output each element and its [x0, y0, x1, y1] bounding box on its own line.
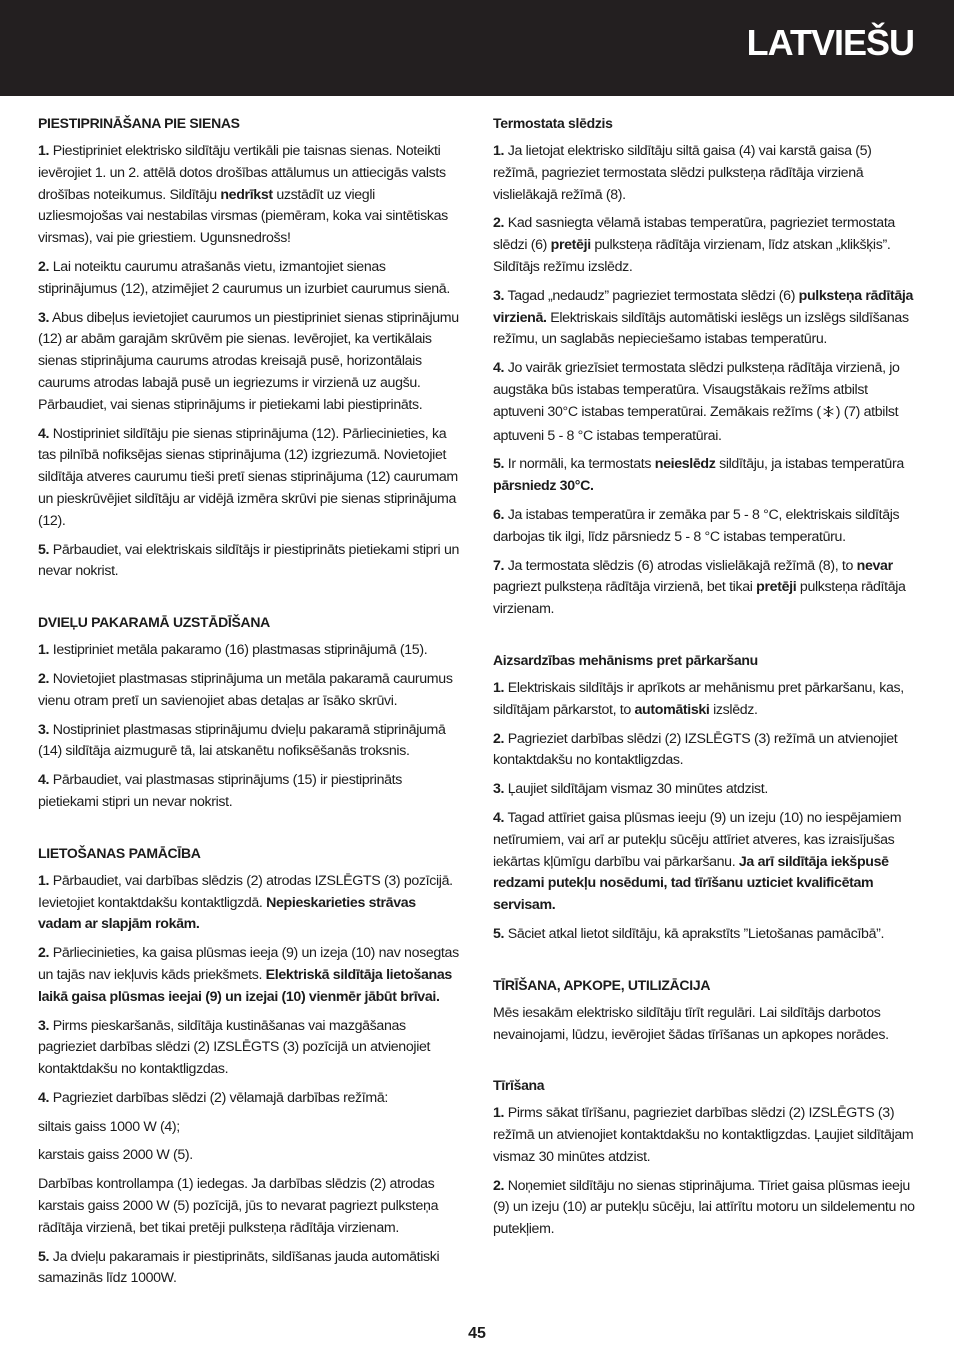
paragraph: 2. Novietojiet plastmasas stiprinājuma un metāla pakaramā caurumus vienu otram pretī un savienojiet abas detaļas ar īsāko skrūvi.: [38, 670, 453, 709]
section-title-towel-holder: DVIEĻU PAKARAMĀ UZSTĀDĪŠANA: [38, 614, 270, 631]
paragraph: 3. Tagad „nedaudz” pagrieziet termostata slēdzi (6) pulksteņa rādītāja virzienā. Elektriskais sildītājs automātiski ieslēgs un izslēgs sildīšanas režīmu, un saglabās nepieciešamo istabas temperatūru.: [493, 287, 914, 348]
left-column: [38, 114, 462, 1297]
right-column: [493, 114, 917, 1248]
paragraph: 4. Nostipriniet sildītāju pie sienas stiprinājuma (12). Pārliecinieties, ka tas pilnībā nofiksējas sienas stiprinājuma (12) izgriezumā. Novietojiet sildītāja atveres caurumu tieši pretī sienas stiprinājuma (12) caurumam un pieskrūvējiet sildītāju ar vidējā izmēra skrūvi pie sienas stiprinājuma (12).: [38, 425, 458, 529]
paragraph: 6. Ja istabas temperatūra ir zemāka par 5 - 8 °C, elektriskais sildītājs darbojas tik ilgi, līdz pārsniedz 5 - 8 °C istabas temperatūru.: [493, 506, 900, 545]
paragraph: 1. Iestipriniet metāla pakaramo (16) plastmasas stiprinājumā (15).: [38, 642, 428, 659]
page-header: [0, 0, 954, 96]
section-title-cleaning: Tīrīšana: [493, 1077, 545, 1094]
page-number: 45: [468, 1325, 486, 1342]
paragraph: 5. Ir normāli, ka termostats neieslēdz sildītāju, ja istabas temperatūra pārsniedz 30°C.: [493, 456, 904, 495]
snowflake-icon: [822, 404, 835, 426]
paragraph: 1. Piestipriniet elektrisko sildītāju vertikāli pie taisnas sienas. Noteikti ievērojiet 1. un 2. attēlā dotos drošības attālumus un attiecigās valsts drošības noteikumus. Sildītāju nedrīkst uzstādīt uz viegli uzliesmojošas vai nestabilas virsmas (piemēram, koka vai sintētiskas virsmas), vai pie griestiem. Ugunsnedrošs!: [38, 143, 448, 247]
paragraph: 2. Pagrieziet darbības slēdzi (2) IZSLĒGTS (3) režīmā un atvienojiet kontaktdakšu no kontaktligzdas.: [493, 730, 898, 769]
paragraph: 1. Ja lietojat elektrisko sildītāju siltā gaisa (4) vai karstā gaisa (5) režīmā, pagrieziet termostata slēdzi pulksteņa rādītāja virzienā vislielākajā režīmā (8).: [493, 143, 872, 203]
section-title-cleaning-maintenance: TĪRĪŠANA, APKOPE, UTILIZĀCIJA: [493, 976, 711, 993]
paragraph: 1. Pārbaudiet, vai darbības slēdzis (2) atrodas IZSLĒGTS (3) pozīcijā. Ievietojiet kontaktdakšu kontaktligzdā. Nepieskarieties strāvas vadam ar slapjām rokām.: [38, 872, 453, 933]
paragraph: 3. Ļaujiet sildītājam vismaz 30 minūtes atdzist.: [493, 781, 768, 798]
section-title-usage: LIETOŠANAS PAMĀCĪBA: [38, 844, 201, 861]
paragraph: 3. Pirms pieskaršanās, sildītāja kustināšanas vai mazgāšanas pagrieziet darbības slēdzi (2) IZSLĒGTS (3) pozīcijā un atvienojiet kontaktdakšu no kontaktligzdas.: [38, 1017, 431, 1078]
paragraph: 2. Lai noteiktu caurumu atrašanās vietu, izmantojiet sienas stiprinājumus (12), atzimējiet 2 caurumus un izurbiet caurumus sienā.: [38, 258, 450, 297]
paragraph: 1. Pirms sākat tīrīšanu, pagrieziet darbības slēdzi (2) IZSLĒGTS (3) režīmā un atvienojiet kontaktdakšu no kontaktligzdas. Ļaujiet sildītājam vismaz 30 minūtes atdzist.: [493, 1105, 914, 1165]
paragraph: 4. Pagrieziet darbības slēdzi (2) vēlamajā darbības režīmā:: [38, 1089, 388, 1106]
paragraph: 4. Tagad attīriet gaisa plūsmas ieeju (9) un izeju (10) no iespējamiem netīrumiem, vai arī ar putekļu sūcēju attīriet atveres, kas izraisījušas iekārtas kļūmīgu darbību vai pārkaršanu. Ja arī sildītāja iekšpusē redzami putekļu nosēdumi, tad tīrīšanu uzticiet kvalificētam servisam.: [493, 809, 902, 914]
paragraph: 7. Ja termostata slēdzis (6) atrodas vislielākajā režīmā (8), to nevar pagriezt pulksteņa rādītāja virzienā, bet tikai pretēji pulksteņa rādītāja virzienam.: [493, 557, 906, 618]
paragraph: 1. Elektriskais sildītājs ir aprīkots ar mehānismu pret pārkaršanu, kas, sildītājam pārkarstot, to automātiski izslēdz.: [493, 679, 904, 718]
paragraph: 5. Ja dvieļu pakaramais ir piestiprināts, sildīšanas jauda automātiski samazinās līdz 1000W.: [38, 1248, 440, 1287]
paragraph: 2. Kad sasniegta vēlamā istabas temperatūra, pagrieziet termostata slēdzi (6) pretēji pulksteņa rādītāja virzienam, līdz atskan „klikšķis”. Sildītājs režīmu izslēdz.: [493, 215, 895, 275]
paragraph: siltais gaiss 1000 W (4);: [38, 1118, 180, 1135]
paragraph: 5. Pārbaudiet, vai elektriskais sildītājs ir piestiprināts pietiekami stipri un nevar nokrist.: [38, 541, 460, 580]
paragraph: 2. Pārliecinieties, ka gaisa plūsmas ieeja (9) un izeja (10) nav nosegtas un tajās nav iekļuvis kāds priekšmets. Elektriskā sildītāja lietošanas laikā gaisa plūsmas ieejai (9) un izejai (10) vienmēr jābūt brīvai.: [38, 945, 459, 1005]
paragraph: 5. Sāciet atkal lietot sildītāju, kā aprakstīts ”Lietošanas pamācībā”.: [493, 925, 885, 942]
paragraph: 4. Pārbaudiet, vai plastmasas stiprinājums (15) ir piestiprināts pietiekami stipri un nevar nokrist.: [38, 772, 402, 810]
paragraph: 3. Abus dibeļus ievietojiet caurumos un piestipriniet sienas stiprinājumu (12) ar abām garajām skrūvēm pie sienas. Ievērojiet, ka vertikālais sienas stiprinājuma caurums atrodas kreisajā pusē, horizontālais caurums atrodas labajā pusē un iegriezums ir virzienā uz augšu. Pārbaudiet, vai sienas stiprinājums ir pietiekami labi piestiprināts.: [38, 309, 459, 413]
language-title: LATVIEŠU: [746, 22, 914, 63]
paragraph: Mēs iesakām elektrisko sildītāju tīrīt regulāri. Lai sildītājs darbotos nevainojami, lūdzu, ievērojiet šādas tīrīšanas un apkopes norādes.: [493, 1004, 889, 1043]
section-title-overheat: Aizsardzības mehānisms pret pārkaršanu: [493, 651, 758, 668]
paragraph: Darbības kontrollampa (1) iedegas. Ja darbības slēdzis (2) atrodas karstais gaiss 2000 W (5) pozīcijā, jūs to nevarat pagriezt pulksteņa rādītāja virzienā, bet tikai pretēji pulksteņa rādītāja virzienam.: [38, 1176, 439, 1236]
section-title-thermostat: Termostata slēdzis: [493, 115, 613, 131]
paragraph: karstais gaiss 2000 W (5).: [38, 1147, 193, 1164]
paragraph: 2. Noņemiet sildītāju no sienas stiprinājuma. Tīriet gaisa plūsmas ieeju (9) un izeju (10) ar putekļu sūcēju, lai attīrītu motoru un sildelementu no putekļiem.: [493, 1177, 915, 1238]
paragraph: 3. Nostipriniet plastmasas stiprinājumu dvieļu pakaramā stiprinājumā (14) sildītāja aizmugurē tā, lai atskanētu nofiksēšanās troksnis.: [38, 721, 446, 760]
section-title-wall-mounting: PIESTIPRINĀŠANA PIE SIENAS: [38, 115, 240, 131]
paragraph: 4. Jo vairāk griezīsiet termostata slēdzi pulksteņa rādītāja virzienā, jo augstāka būs istabas temperatūra. Visaugstākais režīms atbilst aptuveni 30°C istabas temperatūrai. Zemākais režīms ( ) (7) atbilst aptuveni 5 - 8 °C istabas temperatūrai.: [493, 360, 900, 444]
